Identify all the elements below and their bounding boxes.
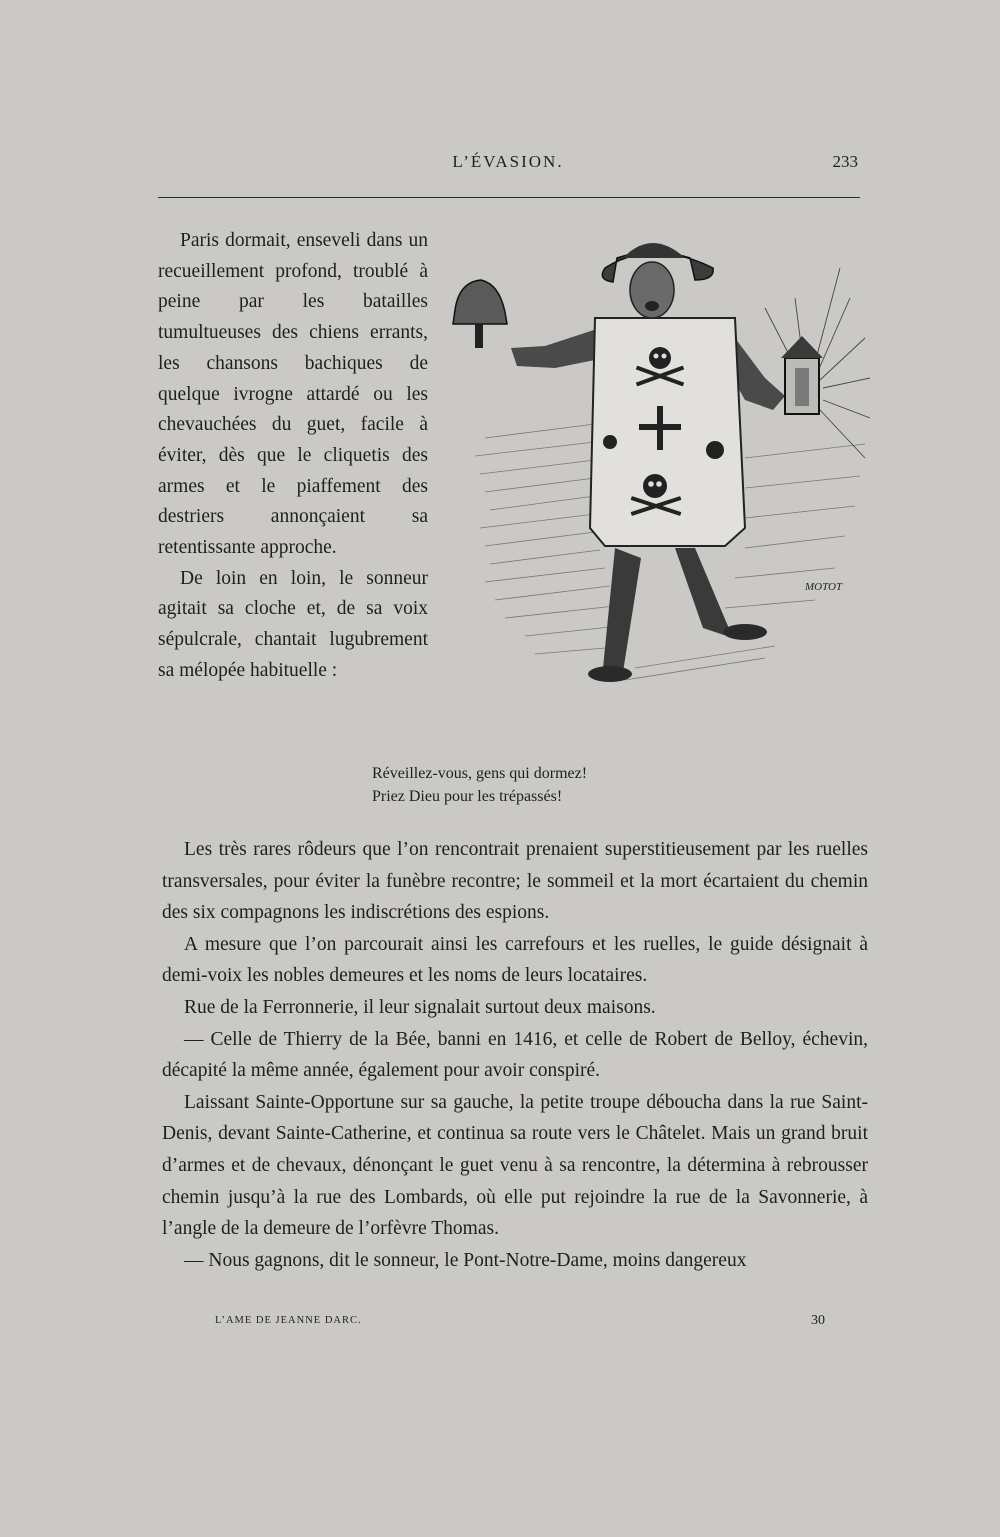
body-text xyxy=(162,834,868,1276)
running-title: L’ÉVASION. xyxy=(452,152,564,171)
paragraph: Paris dormait, enseveli dans un recueillement profond, troublé à peine par les batailles tumultueuses des chiens errants, les chansons bachiques de quelque ivrogne attardé ou les chevauchées du guet, facile à éviter, dès que le cliquetis des armes et le piaffement des destriers annonçaient sa retentissante approche. xyxy=(158,230,428,559)
bell-handle xyxy=(475,324,483,348)
bell xyxy=(453,280,507,324)
mouth xyxy=(645,301,659,311)
column-text xyxy=(158,226,428,687)
paragraph: Rue de la Ferronnerie, il leur signalait surtout deux maisons. xyxy=(184,996,656,1018)
running-head xyxy=(158,152,858,182)
hat-crown xyxy=(623,243,685,258)
verse-line: Priez Dieu pour les trépassés! xyxy=(372,788,563,805)
signature-mark: 30 xyxy=(811,1313,825,1328)
bell-ringer-engraving xyxy=(445,228,870,708)
page-number: 233 xyxy=(832,152,858,171)
left-shoe xyxy=(588,666,632,682)
artist-signature: MOTOT xyxy=(805,581,843,593)
right-shoe xyxy=(723,624,767,640)
header-rule xyxy=(158,197,860,198)
verse-line: Réveillez-vous, gens qui dormez! xyxy=(372,765,588,782)
lantern-top xyxy=(781,336,823,358)
paragraph: De loin en loin, le sonneur agitait sa cloche et, de sa voix sépulcrale, chantait lugubrement sa mélopée habituelle : xyxy=(158,567,428,681)
paragraph: — Nous gagnons, dit le sonneur, le Pont-Notre-Dame, moins dangereux xyxy=(184,1249,747,1271)
paragraph: A mesure que l’on parcourait ainsi les carrefours et les ruelles, le guide désignait à demi-voix les nobles demeures et les noms de leurs locataires. xyxy=(162,933,868,987)
paragraph: Les très rares rôdeurs que l’on rencontrait prenaient superstitieusement par les ruelles transversales, pour éviter la funèbre recontre; le sommeil et la mort écartaient du chemin des six compagnons les indiscrétions des espions. xyxy=(162,839,868,924)
paragraph: Laissant Sainte-Opportune sur sa gauche, la petite troupe déboucha dans la rue Saint-Denis, devant Sainte-Catherine, et continua sa route vers le Châtelet. Mais un grand bruit d’armes et de chevaux, dénonçant le guet venu à sa rencontre, la détermina à rebrousser chemin jusqu’à la rue des Lombards, où elle put rejoindre la rue de la Savonnerie, à l’angle de la demeure de l’orfèvre Thomas. xyxy=(162,1091,868,1240)
lantern-flame xyxy=(795,368,809,406)
left-leg xyxy=(603,548,641,672)
verse xyxy=(372,762,587,808)
footer xyxy=(215,1313,825,1335)
footer-book-title: L’AME DE JEANNE DARC. xyxy=(215,1315,362,1326)
left-sleeve xyxy=(511,328,605,368)
paragraph: — Celle de Thierry de la Bée, banni en 1416, et celle de Robert de Belloy, échevin, décapité la même année, également pour avoir conspiré. xyxy=(162,1028,868,1082)
right-leg xyxy=(675,548,733,638)
